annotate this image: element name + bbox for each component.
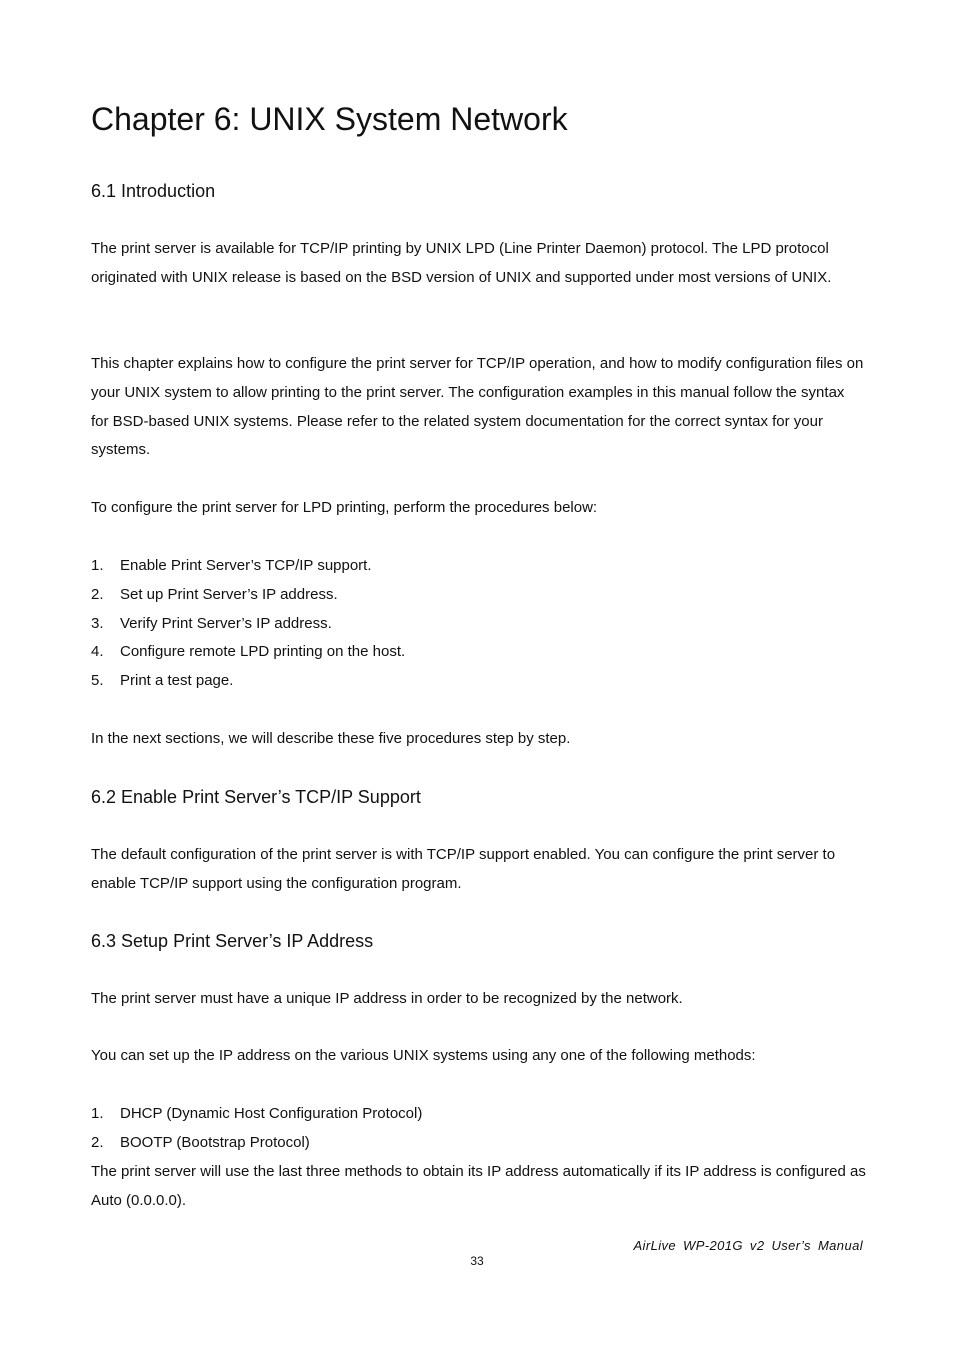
- list-text: Enable Print Server’s TCP/IP support.: [120, 557, 372, 574]
- section-heading-introduction: 6.1 Introduction: [91, 181, 216, 201]
- list-number: 4.: [91, 643, 104, 661]
- section-heading-tcpip-support: 6.2 Enable Print Server’s TCP/IP Support: [91, 787, 421, 807]
- paragraph: The print server is available for TCP/IP printing by UNIX LPD (Line Printer Daemon) protocol. The LPD protocol originated with UNIX release is based on the BSD version of UNIX and supported under most versions of UNIX.: [91, 240, 832, 286]
- list-item: [91, 552, 405, 581]
- list-text: Set up Print Server’s IP address.: [120, 585, 338, 603]
- list-text: Print a test page.: [120, 672, 234, 690]
- list-number: 1.: [91, 1105, 104, 1122]
- list-text: Configure remote LPD printing on the host.: [120, 643, 406, 661]
- list-item: [91, 1129, 422, 1158]
- list-text: BOOTP (Bootstrap Protocol): [120, 1133, 310, 1151]
- list-number: 2.: [91, 1133, 104, 1151]
- list-item: [91, 610, 405, 639]
- list-item: [91, 638, 405, 667]
- paragraph: In the next sections, we will describe these five procedures step by step.: [91, 730, 571, 747]
- paragraph: You can set up the IP address on the various UNIX systems using any one of the following methods:: [91, 1047, 756, 1064]
- paragraph: The default configuration of the print server is with TCP/IP support enabled. You can configure the print server to enable TCP/IP support using the configuration program.: [91, 846, 836, 892]
- list-number: 3.: [91, 614, 104, 632]
- chapter-title: Chapter 6: UNIX System Network: [91, 101, 568, 137]
- page-number: 33: [470, 1254, 484, 1268]
- list-item: [91, 1100, 422, 1129]
- list-number: 2.: [91, 585, 104, 603]
- paragraph: This chapter explains how to configure the print server for TCP/IP operation, and how to modify configuration files on your UNIX system to allow printing to the print server. The configuration examples in this manual follow the syntax for BSD-based UNIX systems. Please refer to the related system documentation for the correct syntax for your systems.: [91, 355, 864, 459]
- list-item: [91, 667, 405, 696]
- paragraph: The print server will use the last three methods to obtain its IP address automatically if its IP address is configured as Auto (0.0.0.0).: [91, 1163, 866, 1209]
- section-heading-ip-address: 6.3 Setup Print Server’s IP Address: [91, 931, 374, 951]
- paragraph: To configure the print server for LPD printing, perform the procedures below:: [91, 499, 598, 516]
- footer-manual-title: AirLive WP-201G v2 User’s Manual: [633, 1238, 863, 1253]
- paragraph: The print server must have a unique IP address in order to be recognized by the network.: [91, 990, 683, 1007]
- list-text: DHCP (Dynamic Host Configuration Protocol): [120, 1105, 423, 1122]
- methods-list: [91, 1100, 422, 1158]
- list-text: Verify Print Server’s IP address.: [120, 614, 332, 632]
- procedure-list: [91, 552, 405, 696]
- list-item: [91, 581, 405, 610]
- list-number: 5.: [91, 672, 104, 690]
- list-number: 1.: [91, 557, 104, 574]
